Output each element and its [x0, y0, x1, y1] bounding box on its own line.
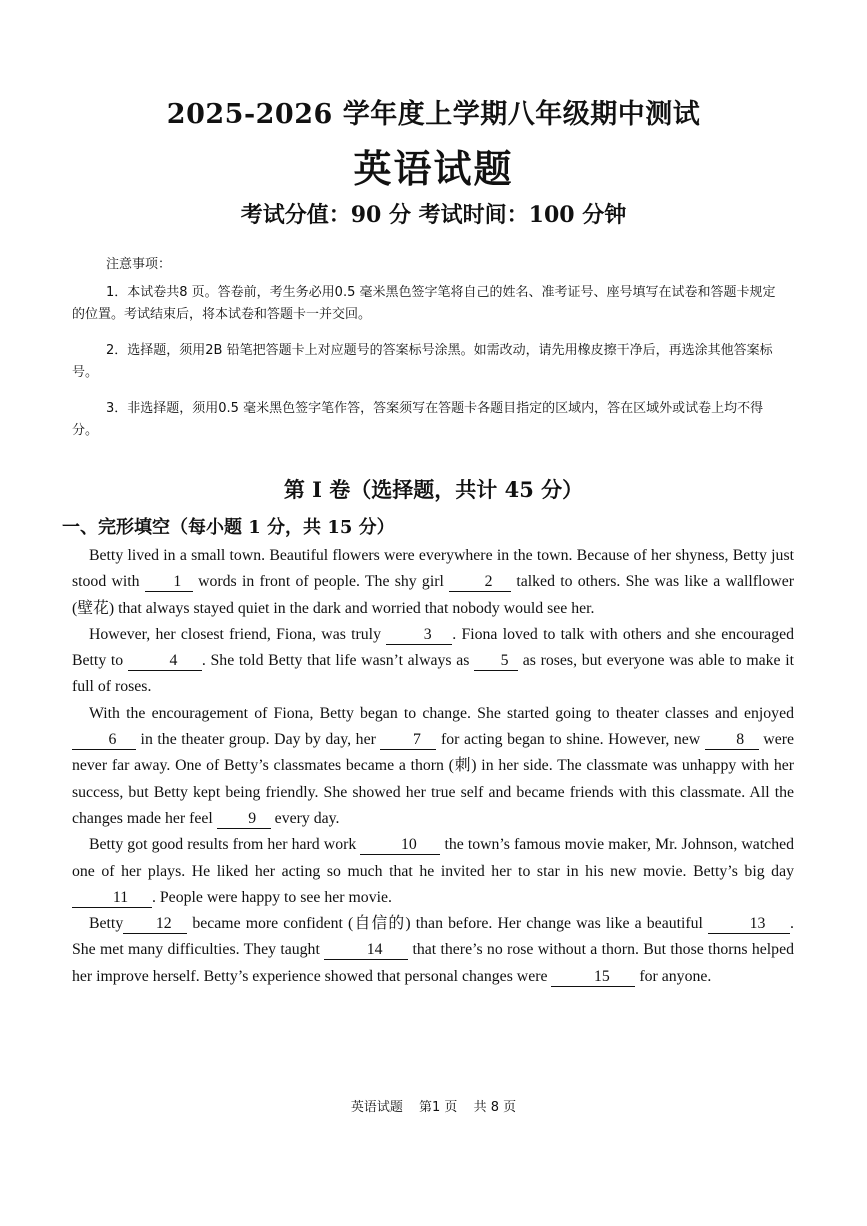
notes-heading: 注意事项：	[106, 257, 172, 272]
passage-text: every day.	[270, 809, 340, 827]
cloze-blank: 8	[705, 731, 759, 750]
cloze-blank: 3	[386, 626, 452, 645]
cloze-blank: 10	[360, 836, 440, 855]
page-footer	[0, 1096, 867, 1115]
passage-paragraph	[72, 832, 794, 911]
footer-total-pages: 共 8 页	[473, 1100, 517, 1115]
passage-text: . She met many difficulties. They taught	[72, 915, 794, 959]
passage-paragraph	[72, 911, 794, 990]
passage-text: for anyone.	[635, 967, 712, 985]
cloze-blank: 4	[128, 652, 202, 671]
passage-text: the town’s famous movie maker, Mr. Johnson, watched one of her plays. He liked her acting so much that he invited her to star in his new movie. Betty’s big day	[72, 836, 794, 880]
passage-text: became more confident (自信的) than before. Her change was like a beautiful	[187, 915, 709, 933]
cloze-blank: 15	[551, 968, 635, 987]
passage-text: Betty	[89, 915, 124, 933]
passage-text: in the theater group. Day by day, her	[136, 731, 381, 749]
passage-text: Betty lived in a small town. Beautiful flowers were everywhere in the town. Because of her shyness, Betty just stood with	[72, 547, 794, 591]
score-time-line: 考试分值：90 分 考试时间：100 分钟	[240, 202, 627, 228]
passage-text: . She told Betty that life wasn’t always as	[201, 652, 475, 670]
passage-text: for acting began to shine. However, new	[436, 731, 705, 749]
cloze-blank: 5	[474, 652, 518, 671]
passage-text: With the encouragement of Fiona, Betty began to change. She started going to theater classes and enjoyed	[89, 704, 794, 722]
exam-notes	[72, 254, 782, 456]
note-item-3: 3．非选择题，须用0.5 毫米黑色签字笔作答，答案须写在答题卡各题目指定的区域内，答在区域外或试卷上均不得分。	[72, 401, 764, 438]
cloze-blank: 9	[217, 810, 271, 829]
passage-text: as roses, but everyone was able to make it full of roses.	[72, 652, 795, 696]
cloze-blank: 1	[145, 573, 193, 592]
passage-paragraph	[72, 701, 794, 832]
passage-text: However, her closest friend, Fiona, was truly	[89, 625, 387, 643]
subject-title: 英语试题	[353, 146, 514, 191]
cloze-passage	[72, 543, 794, 990]
passage-text: . Fiona loved to talk with others and she encouraged Betty to	[72, 625, 794, 670]
cloze-blank: 12	[123, 915, 187, 934]
passage-text: words in front of people. The shy girl	[192, 573, 450, 591]
part-title: 一、完形填空（每小题 1 分，共 15 分）	[62, 517, 395, 538]
note-item-2: 2．选择题，须用2B 铅笔把答题卡上对应题号的答案标号涂黑。如需改动，请先用橡皮擦干净后，再选涂其他答案标号。	[72, 343, 773, 380]
passage-text: . People were happy to see her movie.	[152, 888, 392, 906]
cloze-blank: 13	[708, 915, 790, 934]
cloze-blank: 6	[72, 731, 136, 750]
cloze-blank: 11	[72, 889, 152, 908]
cloze-blank: 14	[324, 941, 408, 960]
passage-paragraph	[72, 622, 794, 701]
section-title: 第 I 卷（选择题，共计 45 分）	[283, 477, 584, 502]
passage-text: Betty got good results from her hard work	[89, 836, 361, 854]
passage-text: were never far away. One of Betty’s classmates became a thorn (刺) in her side. The classmate was unhappy with her success, but Betty kept being friendly. She showed her true self and became friends with this classmate. All the changes made her feel	[72, 731, 795, 827]
footer-page-number: 第1 页	[419, 1100, 458, 1115]
note-item-1: 1．本试卷共8 页。答卷前，考生务必用0.5 毫米黑色签字笔将自己的姓名、准考证号、座号填写在试卷和答题卡规定的位置。考试结束后，将本试卷和答题卡一并交回。	[72, 285, 776, 322]
cloze-blank: 2	[449, 573, 511, 592]
passage-text: talked to others. She was like a wallflower (壁花) that always stayed quiet in the dark and worried that nobody would see her.	[72, 573, 794, 617]
passage-paragraph	[72, 543, 794, 622]
passage-text: that there’s no rose without a thorn. But those thorns helped her improve herself. Betty’s experience showed that personal changes were	[72, 941, 794, 985]
cloze-blank: 7	[380, 731, 436, 750]
footer-subject: 英语试题	[350, 1100, 403, 1115]
exam-title: 2025-2026 学年度上学期八年级期中测试	[166, 99, 701, 130]
